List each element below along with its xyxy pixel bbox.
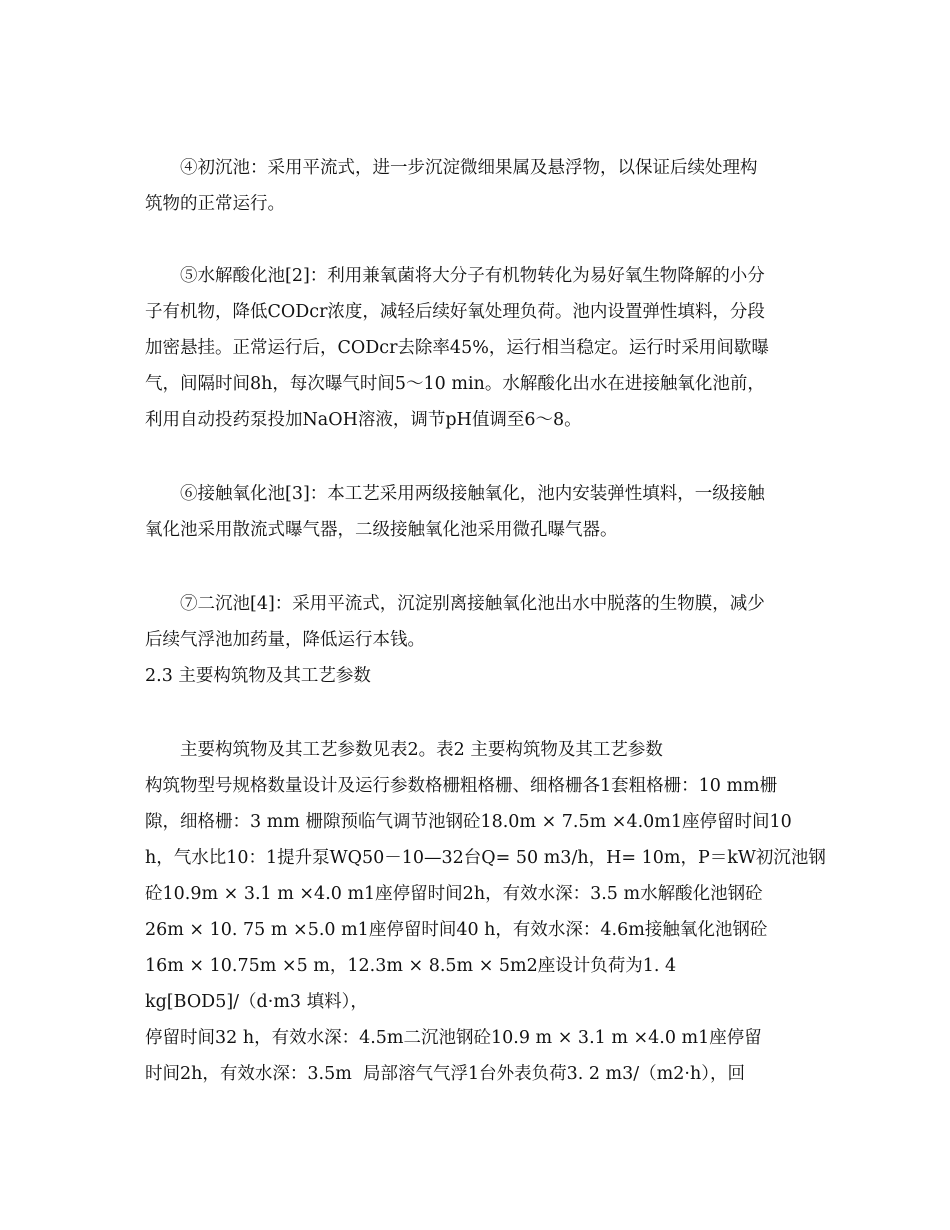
paragraph-line: 后续气浮池加药量，降低运行本钱。 [145,630,425,650]
table-text-line: 16m × 10.75m ×5 m，12.3m × 8.5m × 5m2座设计负荷为1. 4 [145,956,677,976]
table-text-line: h，气水比10：1提升泵WQ50－10—32台Q= 50 m3/h，H= 10m，P＝kW初沉池钢 [145,848,826,868]
paragraph-line: 筑物的正常运行。 [145,194,285,214]
paragraph-line: 子有机物，降低CODcr浓度，减轻后续好氧处理负荷。池内设置弹性填料，分段 [145,302,765,322]
section-heading: 2.3 主要构筑物及其工艺参数 [145,666,371,686]
paragraph-line: 加密悬挂。正常运行后，CODcr去除率45%，运行相当稳定。运行时采用间歇曝 [145,338,769,358]
table-text-line: 隙，细格栅：3 mm 栅隙预临气调节池钢砼18.0m × 7.5m ×4.0m1座停留时间10 [145,812,792,832]
paragraph-line: 利用自动投药泵投加NaOH溶液，调节pH值调至6～8。 [145,410,582,430]
table-text-line: kg[BOD5]/（d·m3 填料）， [145,992,368,1012]
paragraph-line: ⑥接触氧化池[3]：本工艺采用两级接触氧化，池内安装弹性填料，一级接触 [180,484,765,504]
paragraph-line: 氧化池采用散流式曝气器，二级接触氧化池采用微孔曝气器。 [145,520,618,540]
table-text-line: 停留时间32 h，有效水深：4.5m二沉池钢砼10.9 m × 3.1 m ×4.0 m1座停留 [145,1028,762,1048]
table-text-line: 构筑物型号规格数量设计及运行参数格栅粗格栅、细格栅各1套粗格栅：10 mm栅 [145,776,778,796]
paragraph-line: ⑤水解酸化池[2]：利用兼氧菌将大分子有机物转化为易好氧生物降解的小分 [180,266,765,286]
paragraph-line: ④初沉池：采用平流式，进一步沉淀微细果属及悬浮物，以保证后续处理构 [180,158,758,178]
table-text-line: 26m × 10. 75 m ×5.0 m1座停留时间40 h，有效水深：4.6m接触氧化池钢砼 [145,920,768,940]
paragraph-line: ⑦二沉池[4]：采用平流式，沉淀别离接触氧化池出水中脱落的生物膜，减少 [180,594,765,614]
table-text-line: 砼10.9m × 3.1 m ×4.0 m1座停留时间2h，有效水深：3.5 m水解酸化池钢砼 [145,884,763,904]
table-intro: 主要构筑物及其工艺参数见表2。表2 主要构筑物及其工艺参数 [180,740,663,760]
paragraph-line: 气，间隔时间8h，每次曝气时间5～10 min。水解酸化出水在进接触氧化池前， [145,374,765,394]
table-text-line: 时间2h，有效水深：3.5m 局部溶气气浮1台外表负荷3. 2 m3/（m2·h），回 [145,1064,745,1084]
